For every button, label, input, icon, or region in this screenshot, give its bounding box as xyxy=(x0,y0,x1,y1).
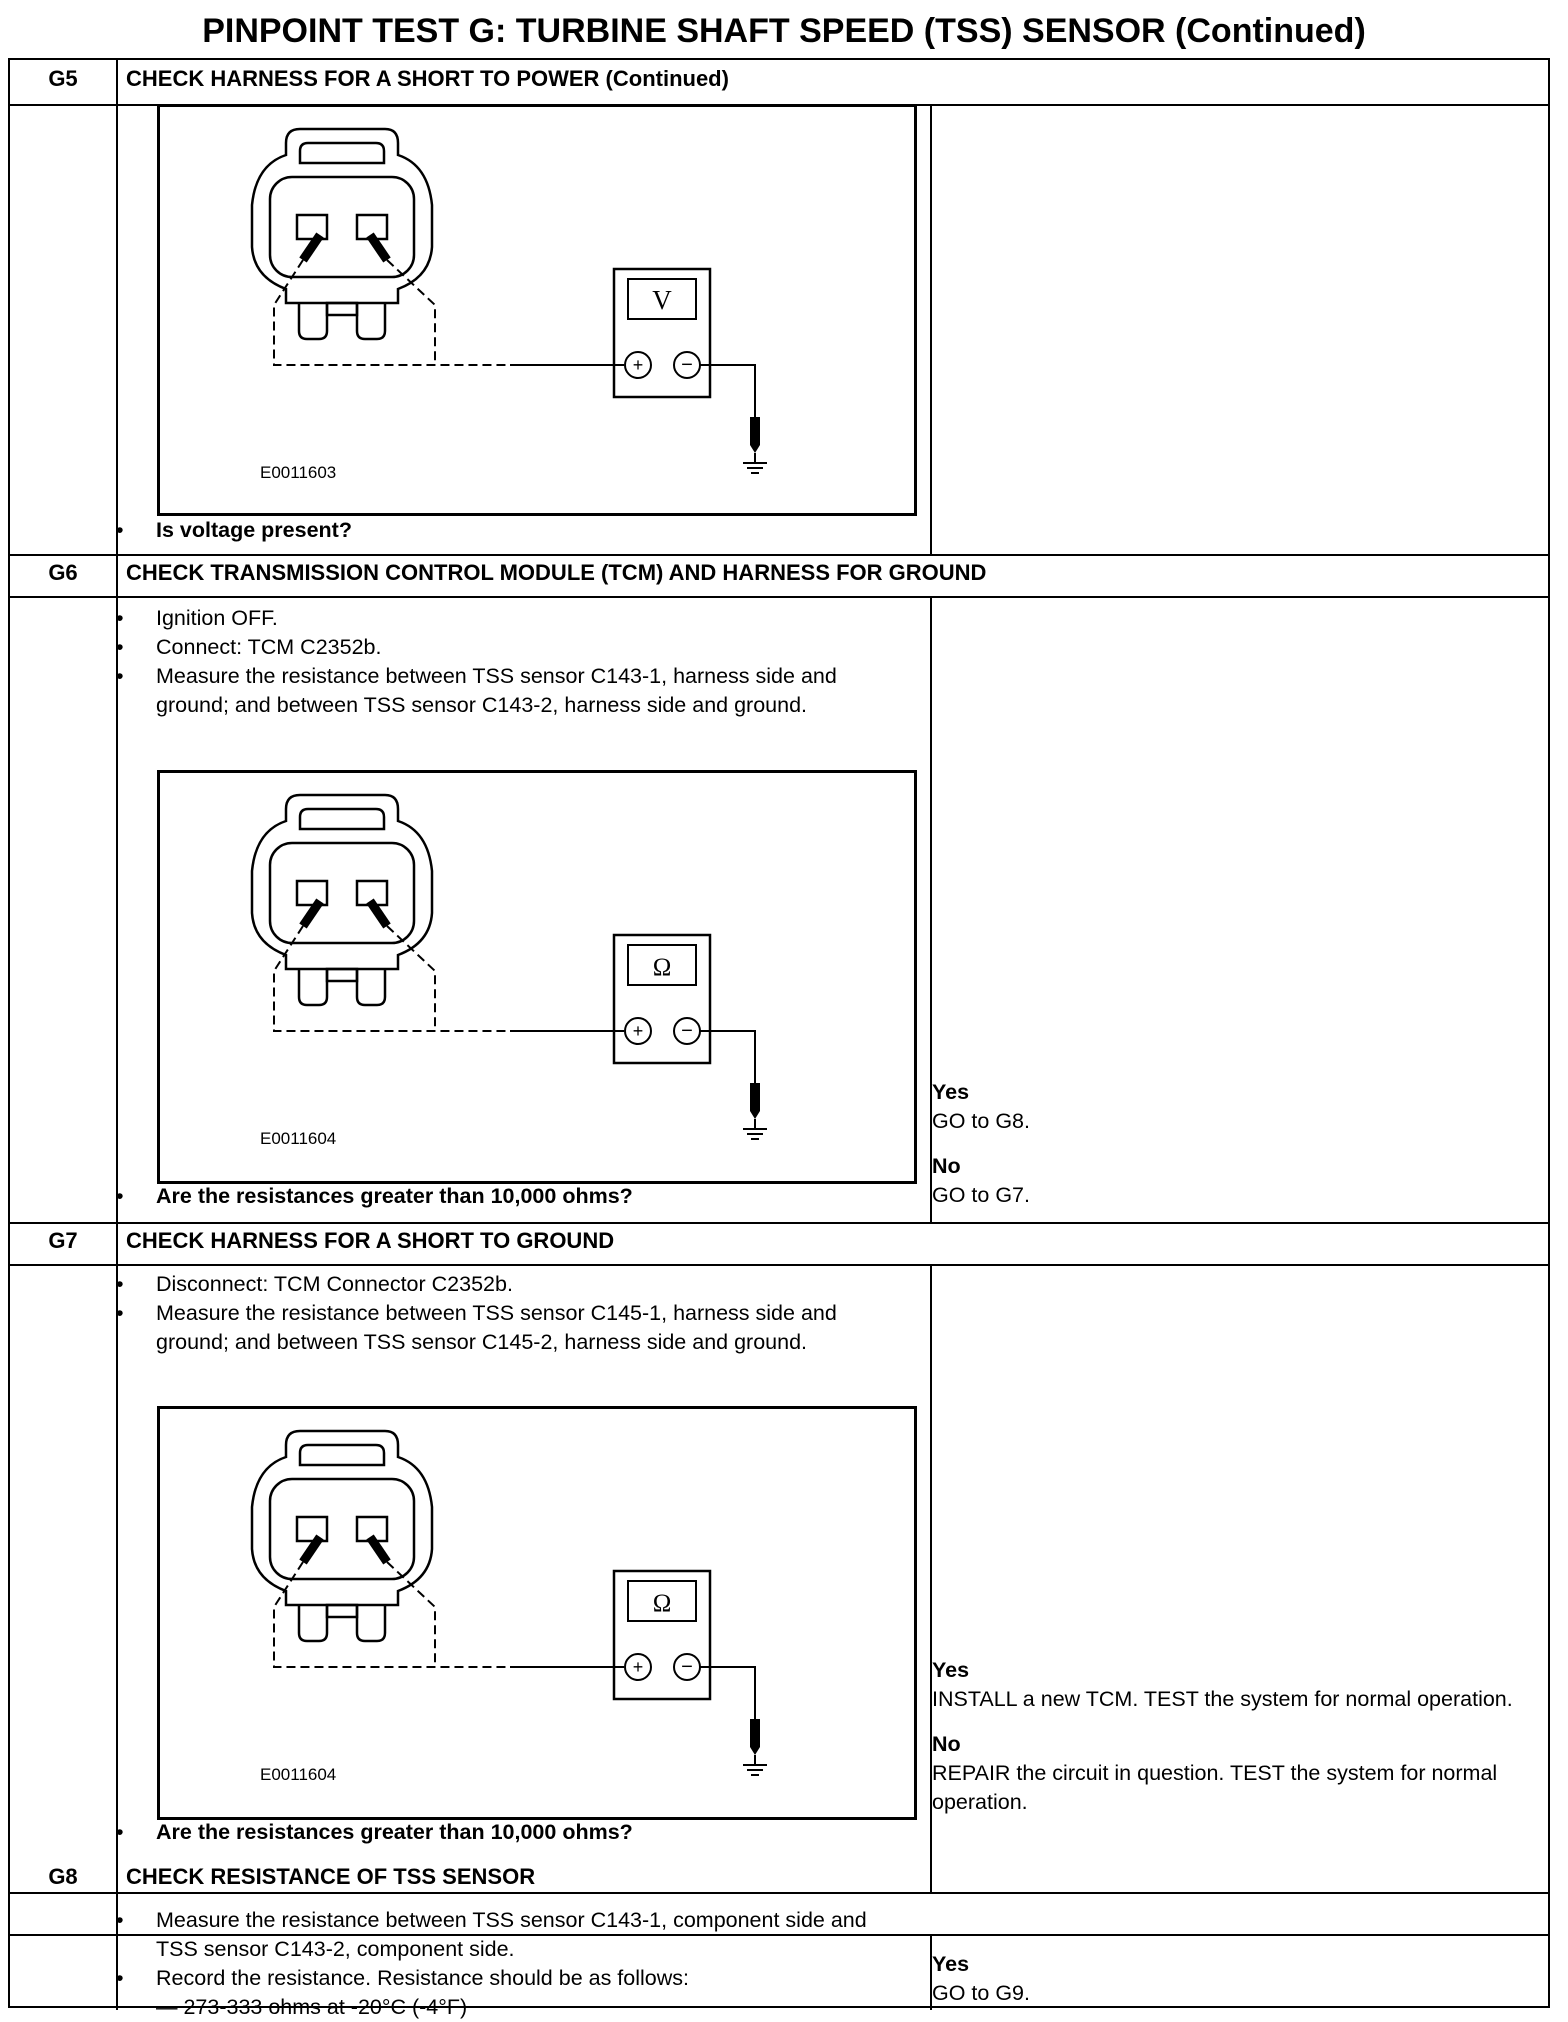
figure-id: E0011604 xyxy=(260,1765,337,1784)
results-g6 xyxy=(932,1078,1532,1210)
results-g7 xyxy=(932,1656,1532,1817)
row-divider xyxy=(10,1264,1548,1266)
svg-text:−: − xyxy=(681,354,693,376)
svg-text:−: − xyxy=(681,1020,693,1042)
svg-text:+: + xyxy=(632,355,644,375)
diagram-g5 xyxy=(157,104,917,516)
action-item: • Measure the resistance between TSS sensor C143-1, component side and TSS sensor C143-2, component side. xyxy=(116,1906,906,1964)
result-column-divider xyxy=(930,104,932,554)
actions-g7 xyxy=(116,1270,906,1357)
actions-g8 xyxy=(116,1906,906,2022)
svg-text:+: + xyxy=(632,1657,644,1677)
page-title: PINPOINT TEST G: TURBINE SHAFT SPEED (TSS) SENSOR (Continued) xyxy=(202,12,1366,50)
result-text: REPAIR the circuit in question. TEST the system for normal operation. xyxy=(932,1761,1498,1814)
row-divider xyxy=(10,554,1548,556)
result-text: GO to G8. xyxy=(932,1109,1030,1133)
svg-text:−: − xyxy=(681,1656,693,1678)
action-subitem: — 273-333 ohms at -20°C (-4°F) xyxy=(156,1995,468,2019)
meter-symbol: V xyxy=(652,285,672,315)
svg-text:+: + xyxy=(632,1021,644,1041)
step-title-g7: CHECK HARNESS FOR A SHORT TO GROUND xyxy=(126,1228,615,1253)
question-g7: • Are the resistances greater than 10,000 ohms? xyxy=(116,1820,906,1845)
result-text: INSTALL a new TCM. TEST the system for normal operation. xyxy=(932,1687,1513,1711)
action-item: • Record the resistance. Resistance should be as follows: xyxy=(116,1964,906,1993)
row-divider xyxy=(10,596,1548,598)
ohmmeter-circuit-diagram xyxy=(160,1409,920,1823)
figure-id: E0011603 xyxy=(260,463,337,482)
step-title-g8: CHECK RESISTANCE OF TSS SENSOR xyxy=(126,1864,536,1889)
voltmeter-circuit-diagram xyxy=(160,107,920,519)
meter-symbol: Ω xyxy=(652,954,672,981)
action-item: • Measure the resistance between TSS sensor C145-1, harness side and ground; and between TSS sensor C145-2, harness side and ground. xyxy=(116,1299,906,1357)
meter-symbol: Ω xyxy=(652,1590,672,1617)
step-title-g6: CHECK TRANSMISSION CONTROL MODULE (TCM) AND HARNESS FOR GROUND xyxy=(126,560,987,585)
step-id-g8: G8 xyxy=(48,1864,78,1889)
results-g8 xyxy=(932,1950,1532,2008)
ohmmeter-circuit-diagram xyxy=(160,773,920,1187)
result-label-yes: Yes xyxy=(932,1952,970,1976)
step-column-divider xyxy=(116,60,118,2010)
result-label-yes: Yes xyxy=(932,1658,970,1682)
result-text: GO to G9. xyxy=(932,1981,1030,2005)
row-divider xyxy=(10,1892,1548,1894)
result-label-no: No xyxy=(932,1732,961,1756)
question-g5: • Is voltage present? xyxy=(116,518,906,543)
action-item: • Disconnect: TCM Connector C2352b. xyxy=(116,1270,906,1299)
result-text: GO to G7. xyxy=(932,1183,1030,1207)
result-label-no: No xyxy=(932,1154,961,1178)
step-id-g7: G7 xyxy=(48,1228,78,1253)
row-divider xyxy=(10,1222,1548,1224)
figure-id: E0011604 xyxy=(260,1129,337,1148)
diagram-g6 xyxy=(157,770,917,1184)
step-title-g5: CHECK HARNESS FOR A SHORT TO POWER (Continued) xyxy=(126,66,729,91)
question-g6: • Are the resistances greater than 10,000 ohms? xyxy=(116,1184,906,1209)
action-item: • Ignition OFF. xyxy=(116,604,906,633)
actions-g6 xyxy=(116,604,906,720)
action-item: • Measure the resistance between TSS sensor C143-1, harness side and ground; and between TSS sensor C143-2, harness side and ground. xyxy=(116,662,906,720)
step-id-g5: G5 xyxy=(48,66,78,91)
action-item: • Connect: TCM C2352b. xyxy=(116,633,906,662)
step-id-g6: G6 xyxy=(48,560,78,585)
diagram-g7 xyxy=(157,1406,917,1820)
result-label-yes: Yes xyxy=(932,1080,970,1104)
